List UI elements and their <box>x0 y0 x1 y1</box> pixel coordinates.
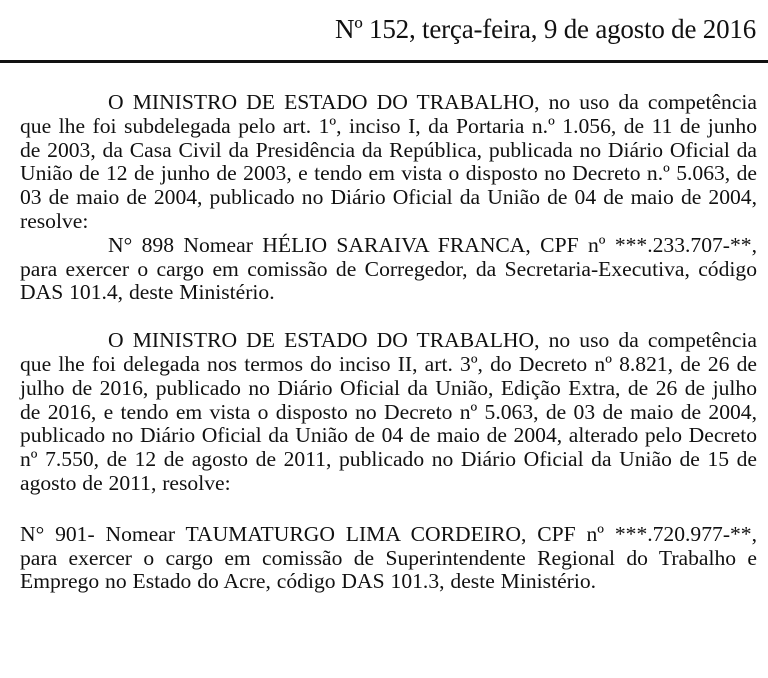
appointment-901-paragraph: N° 901- Nomear TAUMATURGO LIMA CORDEIRO, CPF nº ***.720.977-**, para exercer o cargo em comissão de Superintendente Regional do Trabalho e Emprego no Estado do Acre, código DAS 101.3, deste Ministério. <box>20 521 757 594</box>
preamble-paragraph-1: O MINISTRO DE ESTADO DO TRABALHO, no uso da competência que lhe foi subdelegada pelo art. 1º, inciso I, da Portaria n.º 1.056, de 11 de junho de 2003, da Casa Civil da Presidência da República, publicada no Diário Oficial da União de 12 de junho de 2003, e tendo em vista o disposto no Decreto n.º 5.063, de 03 de maio de 2004, publicado no Diário Oficial da União de 04 de maio de 2004, resolve: <box>20 90 757 233</box>
document-body <box>20 91 757 594</box>
appointment-898-paragraph: N° 898 Nomear HÉLIO SARAIVA FRANCA, CPF nº ***.233.707-**, para exercer o cargo em comissão de Corregedor, da Secretaria-Executiva, código DAS 101.4, deste Ministério. <box>20 232 757 305</box>
issue-date-header: Nº 152, terça-feira, 9 de agosto de 2016 <box>335 14 756 44</box>
preamble-paragraph-2: O MINISTRO DE ESTADO DO TRABALHO, no uso da competência que lhe foi delegada nos termos do inciso II, art. 3º, do Decreto nº 8.821, de 26 de julho de 2016, publicado no Diário Oficial da União, Edição Extra, de 26 de julho de 2016, e tendo em vista o disposto no Decreto nº 5.063, de 03 de maio de 2004, publicado no Diário Oficial da União de 04 de maio de 2004, alterado pelo Decreto nº 7.550, de 12 de agosto de 2011, publicado no Diário Oficial da União de 15 de agosto de 2011, resolve: <box>20 328 757 495</box>
header-rule <box>0 60 768 63</box>
